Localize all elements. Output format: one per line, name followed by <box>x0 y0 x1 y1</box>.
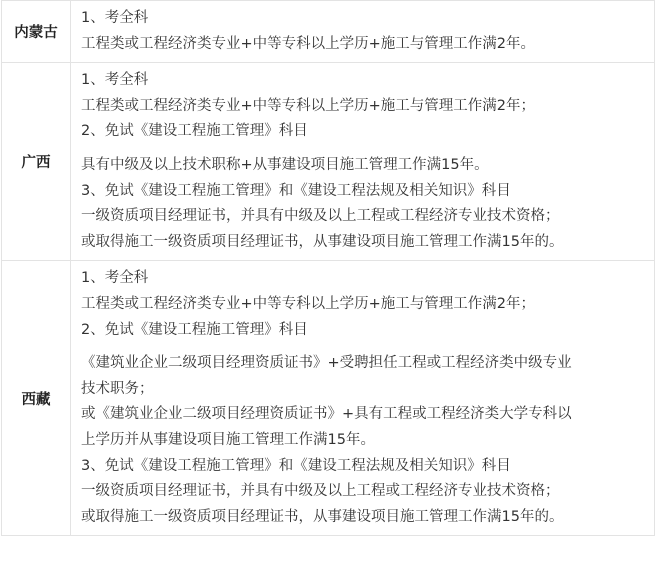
requirement-cell <box>71 261 655 536</box>
requirement-line: 上学历并从事建设项目施工管理工作满15年。 <box>81 431 375 448</box>
region-name: 内蒙古 <box>2 1 71 63</box>
requirement-line: 《建筑业企业二级项目经理资质证书》+受聘担任工程或工程经济类中级专业 <box>81 355 572 372</box>
region-name: 广西 <box>2 63 71 261</box>
requirements-table <box>1 0 655 536</box>
requirement-line: 工程类或工程经济类专业+中等专科以上学历+施工与管理工作满2年； <box>81 295 536 312</box>
requirement-line: 1、考全科 <box>81 72 149 89</box>
requirement-line: 工程类或工程经济类专业+中等专科以上学历+施工与管理工作满2年； <box>81 97 536 114</box>
paragraph-gap <box>81 343 646 351</box>
requirement-line: 一级资质项目经理证书，并具有中级及以上工程或工程经济专业技术资格； <box>81 208 560 225</box>
requirement-cell <box>71 63 655 261</box>
requirement-line: 或取得施工一级资质项目经理证书，从事建设项目施工管理工作满15年的。 <box>81 233 564 250</box>
table-row <box>2 63 655 261</box>
requirement-line: 一级资质项目经理证书，并具有中级及以上工程或工程经济专业技术资格； <box>81 483 560 500</box>
table-row <box>2 1 655 63</box>
paragraph-gap <box>81 145 646 153</box>
requirement-line: 3、免试《建设工程施工管理》和《建设工程法规及相关知识》科目 <box>81 182 511 199</box>
requirement-cell <box>71 1 655 63</box>
requirement-line: 或《建筑业企业二级项目经理资质证书》+具有工程或工程经济类大学专科以 <box>81 406 572 423</box>
region-name: 西藏 <box>2 261 71 536</box>
requirement-line: 技术职务； <box>81 380 154 397</box>
requirement-line: 2、免试《建设工程施工管理》科目 <box>81 321 308 338</box>
requirement-line: 工程类或工程经济类专业+中等专科以上学历+施工与管理工作满2年。 <box>81 35 536 52</box>
requirement-line: 3、免试《建设工程施工管理》和《建设工程法规及相关知识》科目 <box>81 457 511 474</box>
requirement-line: 1、考全科 <box>81 10 149 26</box>
requirement-line: 1、考全科 <box>81 270 149 287</box>
table-row <box>2 261 655 536</box>
requirement-line: 或取得施工一级资质项目经理证书，从事建设项目施工管理工作满15年的。 <box>81 508 564 525</box>
requirement-line: 2、免试《建设工程施工管理》科目 <box>81 123 308 140</box>
requirement-line: 具有中级及以上技术职称+从事建设项目施工管理工作满15年。 <box>81 156 489 173</box>
